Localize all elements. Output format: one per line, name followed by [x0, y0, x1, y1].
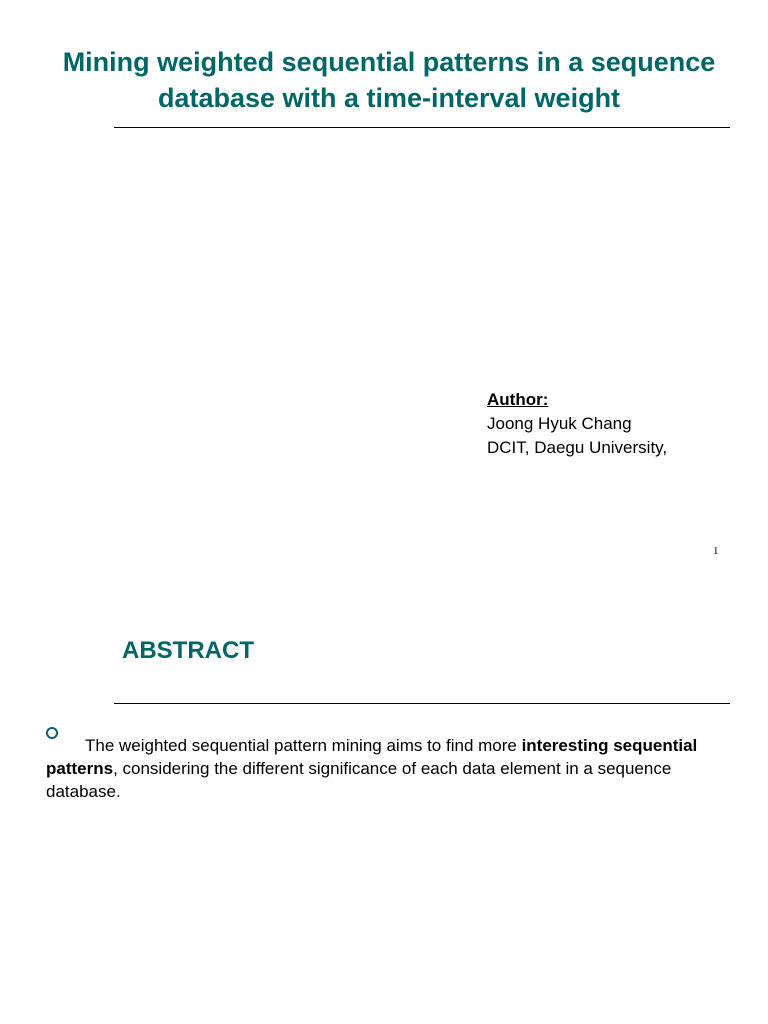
abstract-text-start: The weighted sequential pattern mining aims to find more: [85, 736, 522, 755]
abstract-text-end: , considering the different significance of each data element in a sequence database.: [46, 759, 672, 801]
slide-title: Mining weighted sequential patterns in a sequence database with a time-interval weight: [62, 47, 716, 113]
abstract-emphasis: interesting sequential patterns: [46, 736, 698, 778]
author-affiliation: DCIT, Daegu University,: [487, 438, 668, 457]
author-block: [487, 388, 667, 460]
abstract-paragraph: [46, 734, 716, 803]
page-number: 1: [713, 545, 719, 557]
section-heading: ABSTRACT: [122, 637, 254, 664]
title-divider: [114, 127, 730, 128]
author-name: Joong Hyuk Chang: [487, 414, 632, 433]
section-divider: [114, 703, 730, 704]
author-heading: Author:: [487, 390, 549, 409]
